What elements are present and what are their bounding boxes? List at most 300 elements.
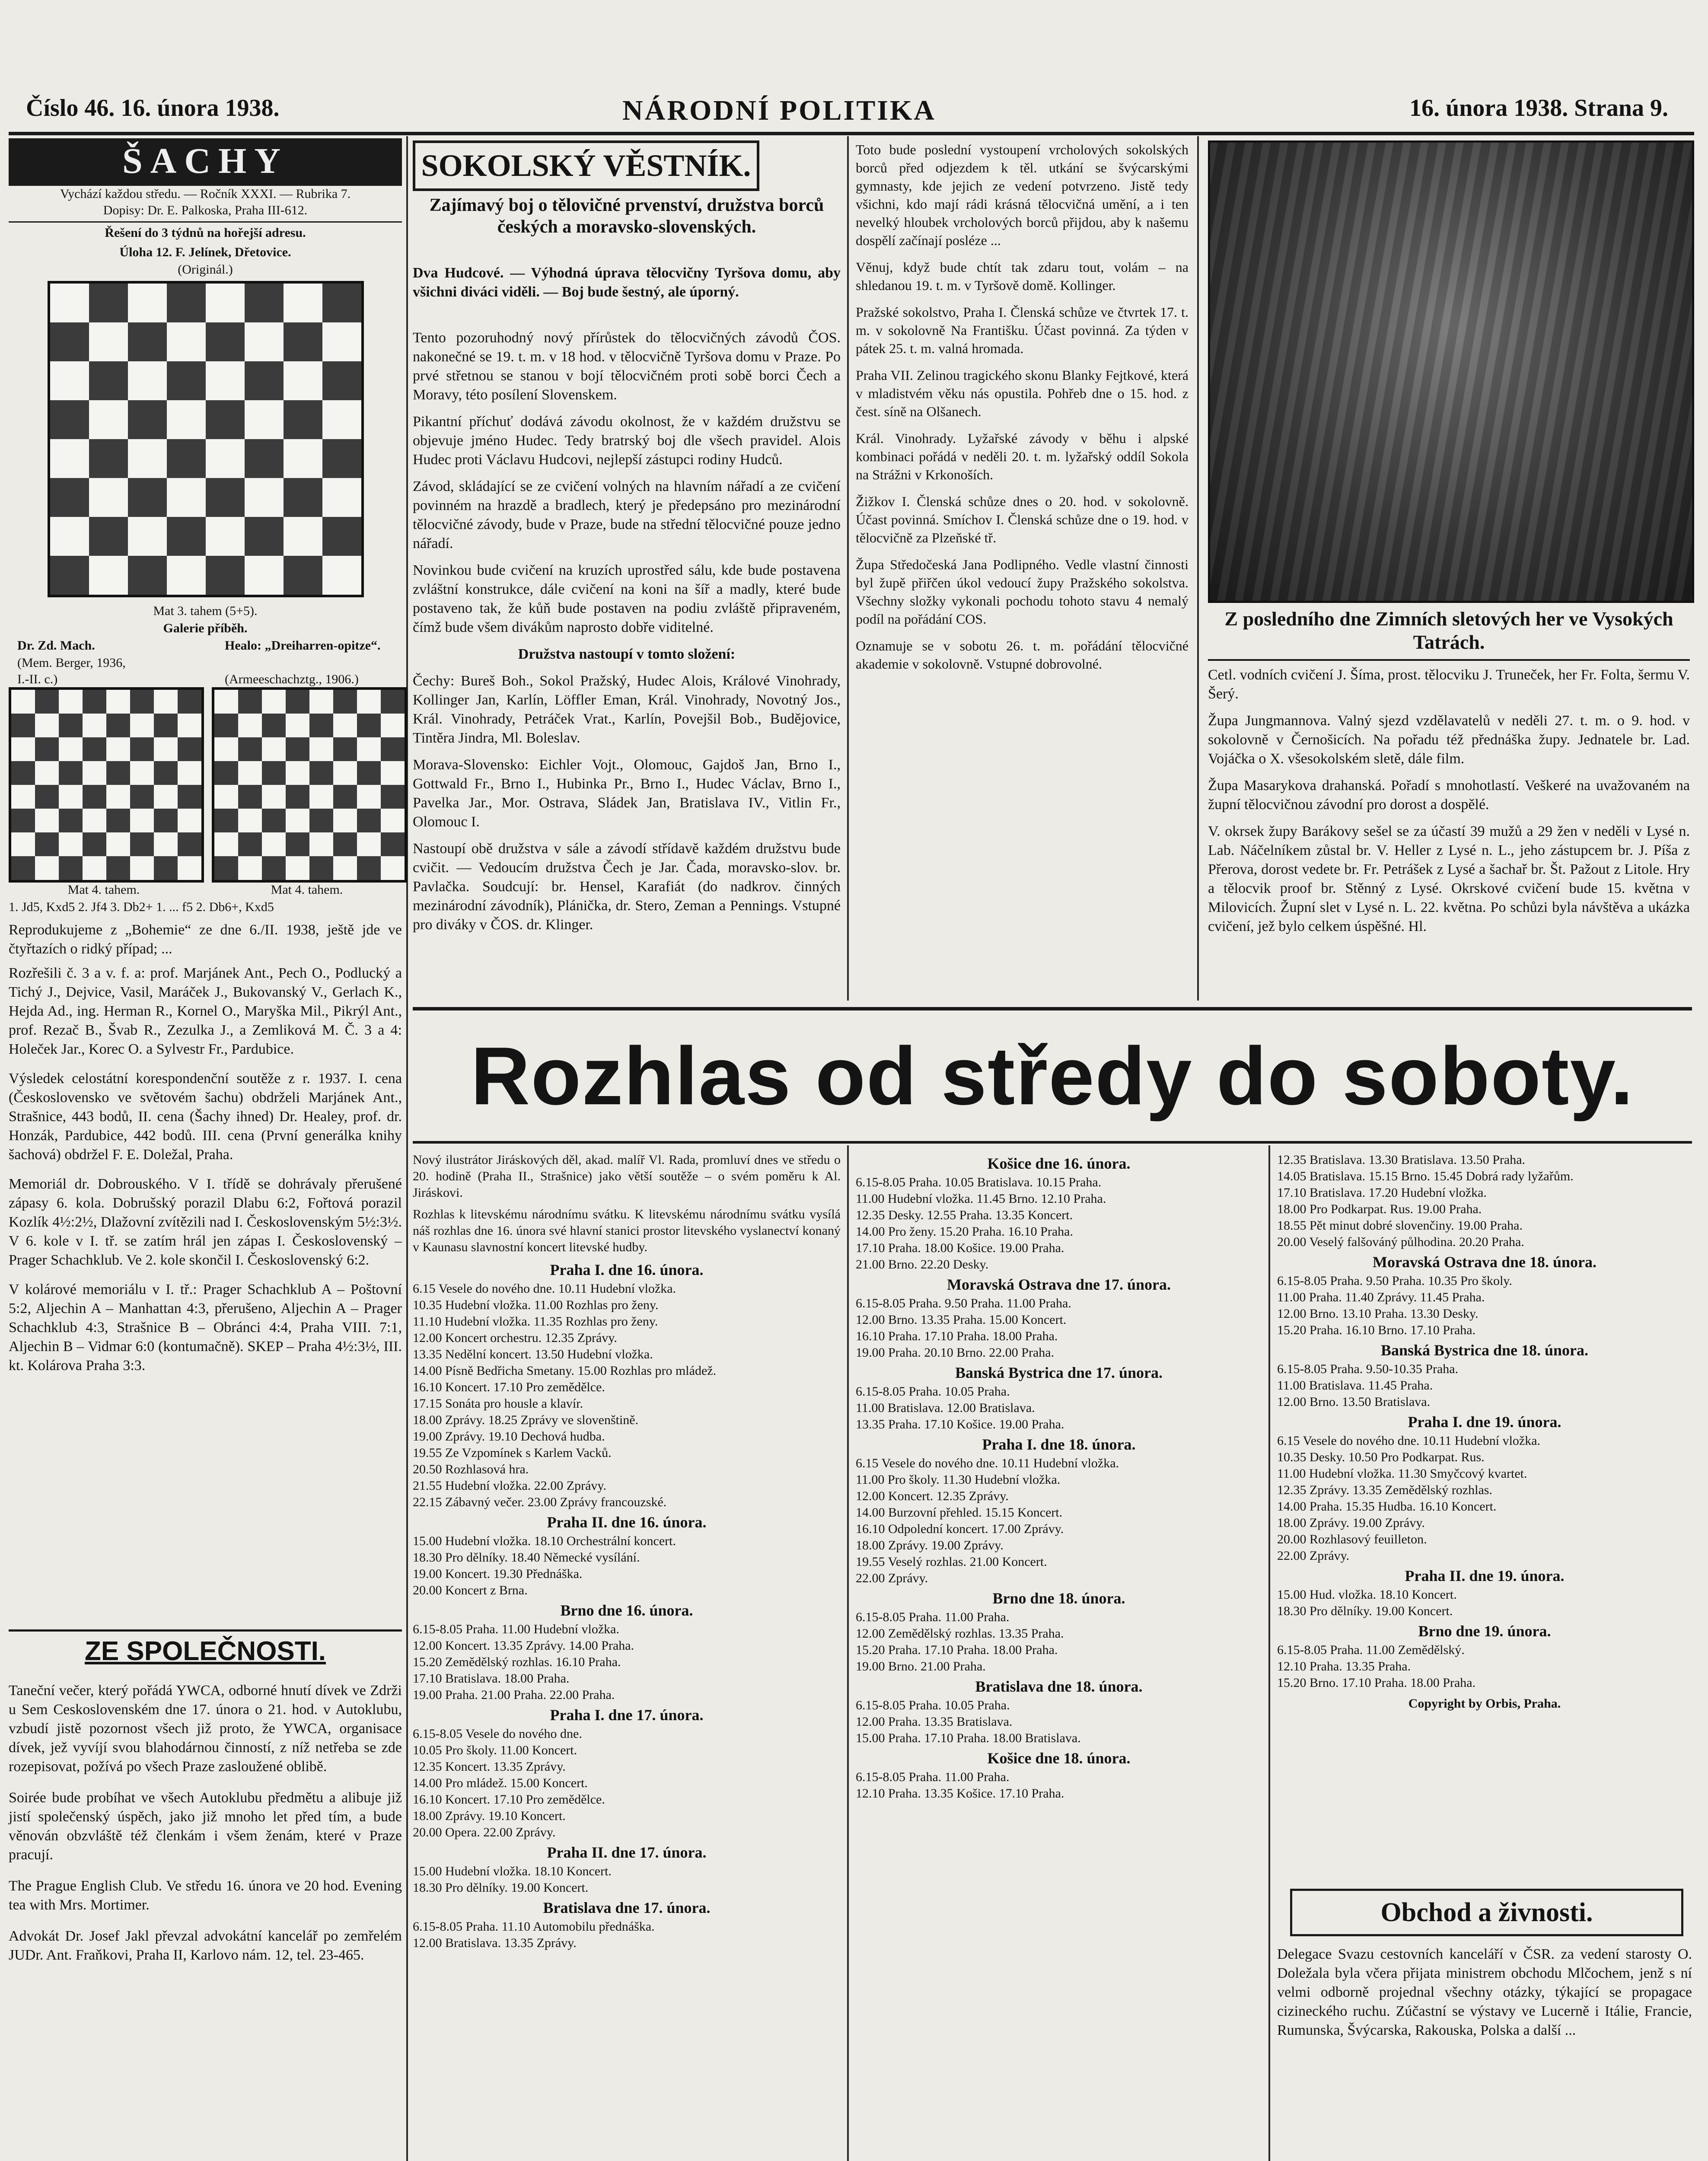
chess-square (50, 361, 89, 400)
chess-square (333, 714, 357, 737)
chess-square (83, 714, 106, 737)
radio-program-item: 6.15-8.05 Praha. 11.00 Praha. (856, 1610, 1010, 1624)
sokol-headline: Zajímavý boj o tělovičné prvenství, družstva borců českých a moravsko-slovenských. (429, 195, 824, 237)
column-divider (1197, 136, 1199, 1001)
chess-square (89, 517, 128, 556)
chess-square (333, 832, 357, 856)
sokol-col2-paragraph: Praha VII. Zelinou tragického skonu Blanky Fejtkové, která v mladistvém věku nás opustila. Pohřeb dne o 15. hod. z čest. síně na Olšanech. (856, 367, 1189, 419)
radio-day-title: Bratislava dne 18. února. (975, 1678, 1143, 1695)
chess-square (130, 690, 154, 714)
radio-program-item: 19.00 Praha. 20.10 Brno. 22.00 Praha. (856, 1345, 1055, 1360)
society-paragraph: Taneční večer, který pořádá YWCA, odborné hnutí dívek ve Zdrži u Sem Ceskoslovenském dne 17. února o 21. hod. v Autoklubu, vzbudí jistě pozornost všech již proto, že YWCA, organisace dívek, jež vyvíjí svou blahodárnou činností, z níž netřeba se zde rozepisovat, požívá po všech Praze zasloužené oblibě. (9, 1683, 402, 1775)
gallery-title: Galerie příběh. (163, 621, 248, 635)
chess-square (284, 400, 322, 439)
chess-square (286, 737, 309, 761)
radio-program-item: 14.00 Pro ženy. 15.20 Praha. 16.10 Praha. (856, 1224, 1073, 1239)
radio-program-item: 10.35 Desky. 10.50 Pro Podkarpat. Rus. (1277, 1450, 1485, 1464)
chess-square (206, 556, 245, 595)
chess-square (106, 785, 130, 809)
sokol-paragraph: Družstva nastoupí v tomto složení: (518, 646, 736, 662)
chess-square (128, 556, 167, 595)
radio-program-item: 16.10 Koncert. 17.10 Pro zemědělce. (413, 1792, 605, 1807)
chess-square (83, 761, 106, 785)
radio-program-item: 11.00 Bratislava. 11.45 Praha. (1277, 1378, 1433, 1393)
society-section-title: ZE SPOLEČNOSTI. (84, 1636, 326, 1666)
radio-day-title: Praha I. dne 19. února. (1408, 1413, 1561, 1431)
chess-square (106, 761, 130, 785)
radio-program-item: 6.15 Vesele do nového dne. 10.11 Hudební vložka. (856, 1456, 1119, 1470)
chess-square (35, 856, 59, 880)
chess-square (154, 809, 178, 832)
chess-square (357, 785, 381, 809)
radio-program-item: 18.30 Pro dělníky. 19.00 Koncert. (1277, 1604, 1453, 1618)
radio-program-item: 11.00 Praha. 11.40 Zprávy. 11.45 Praha. (1277, 1290, 1485, 1304)
chess-square (245, 439, 284, 478)
radio-program-item: 11.00 Hudební vložka. 11.45 Brno. 12.10 Praha. (856, 1192, 1106, 1206)
chess-square (11, 690, 35, 714)
chess-square (238, 737, 262, 761)
radio-program-item: 22.00 Zprávy. (856, 1571, 928, 1585)
chess-square (130, 785, 154, 809)
chess-square (214, 785, 238, 809)
chess-square (245, 517, 284, 556)
radio-program-item: 17.15 Sonáta pro housle a klavír. (413, 1396, 583, 1411)
problem1-original: (Originál.) (178, 262, 233, 277)
chess-square (89, 439, 128, 478)
chess-square (309, 690, 333, 714)
chess-square (35, 714, 59, 737)
radio-program-item: 12.00 Brno. 13.35 Praha. 15.00 Koncert. (856, 1313, 1067, 1327)
radio-program-item: 19.00 Praha. 21.00 Praha. 22.00 Praha. (413, 1688, 615, 1702)
chess-square (262, 737, 286, 761)
chess-square (59, 832, 83, 856)
radio-program-item: 16.10 Odpolední koncert. 17.00 Zprávy. (856, 1522, 1064, 1536)
radio-program-item: 12.10 Praha. 13.35 Košice. 17.10 Praha. (856, 1786, 1064, 1801)
chess-square (245, 556, 284, 595)
society-paragraph: The Prague English Club. Ve středu 16. února ve 20 hod. Evening tea with Mrs. Mortimer. (9, 1878, 402, 1913)
radio-column-1 (413, 1152, 841, 1951)
radio-program-item: 19.55 Ze Vzpomínek s Karlem Vacků. (413, 1446, 612, 1460)
radio-program-item: 12.35 Koncert. 13.35 Zprávy. (413, 1759, 566, 1774)
radio-program-item: 6.15-8.05 Praha. 11.00 Hudební vložka. (413, 1622, 619, 1636)
chess-square (89, 361, 128, 400)
chess-square (106, 832, 130, 856)
chess-square (206, 322, 245, 361)
chess-square (167, 284, 206, 322)
radio-program-item: 14.00 Písně Bedřicha Smetany. 15.00 Rozhlas pro mládež. (413, 1364, 717, 1378)
chess-square (286, 714, 309, 737)
chess-square (262, 809, 286, 832)
chess-square (286, 809, 309, 832)
sokol-col2-paragraph: Župa Středočeská Jana Podlipného. Vedle vlastní činnosti byl župě přiřčen úkol vedoucí župy Pražského sokolstva. Všechny složky vykonali pochodu tohoto stavu 4 nemalý podíl na pořádání COS. (856, 557, 1189, 627)
right-paragraph: Cetl. vodních cvičení J. Šíma, prost. tělocviku J. Truneček, her Fr. Folta, šermu V. Šerý. (1208, 667, 1690, 702)
rule (9, 221, 402, 223)
radio-day-title: Praha II. dne 17. února. (547, 1844, 707, 1861)
right-paragraph: V. okrsek župy Barákovy sešel se za účastí 39 mužů a 29 žen v neděli v Lysé n. Lab. Náčelníkem zůstal br. V. Heller z Lysé n. L., jeho zástupcem br. J. Píša z Přerova, dorost vedete br. Fr. Petrášek z Lysé a šachař br. Št. Pažout z Litole. Hry a tělocvik proof br. Stěnný z Lysé. Okrskové cvičení bude 15. května v Milovicích. Župní slet v Lysé n. L. 22. května. Po schůzi byla návštěva a ukázka cvičení, jež bylo celkem úspěšné. Hl. (1208, 823, 1690, 934)
right-column-body (1208, 666, 1690, 936)
chess-square (50, 556, 89, 595)
chess-square (106, 714, 130, 737)
chess-square (106, 856, 130, 880)
chess-square (128, 400, 167, 439)
chess-square (35, 690, 59, 714)
chess-square (50, 400, 89, 439)
radio-column-2 (856, 1152, 1262, 1802)
radio-intro: Rozhlas k litevskému národnímu svátku. K litevskému národnímu svátku vysílá náš rozhlas dne 16. února své hlavní stanici prostor litevského vyslanectví konaný v Kaunasu slavnostní koncert litevské hudby. (413, 1207, 841, 1254)
radio-day-title: Banská Bystrica dne 18. února. (1380, 1342, 1589, 1359)
radio-program-item: 13.35 Praha. 17.10 Košice. 19.00 Praha. (856, 1417, 1064, 1431)
radio-day-title: Bratislava dne 17. února. (543, 1899, 711, 1916)
chess-square (106, 690, 130, 714)
chessboard-problem1 (48, 281, 364, 597)
chess-square (11, 785, 35, 809)
chess-square (284, 478, 322, 517)
radio-program-item: 11.00 Hudební vložka. 11.30 Smyčcový kvartet. (1277, 1466, 1527, 1481)
society-body (9, 1681, 402, 1965)
chess-square (286, 761, 309, 785)
radio-program-item: 22.15 Zábavný večer. 23.00 Zprávy francouzské. (413, 1495, 667, 1509)
chess-square (83, 856, 106, 880)
chess-square (309, 761, 333, 785)
chess-square (128, 361, 167, 400)
radio-intro: Nový ilustrátor Jiráskových děl, akad. malíř Vl. Rada, promluví dnes ve středu o 20. hodině (Praha II., Strašnice) jako větší soutěže – o svém poměru k Al. Jiráskovi. (413, 1153, 841, 1200)
page-date: 16. února 1938. Strana 9. (1409, 95, 1668, 121)
chess-square (167, 361, 206, 400)
chess-square (35, 832, 59, 856)
chess-square (381, 737, 405, 761)
radio-program-item: 12.10 Praha. 13.35 Praha. (1277, 1659, 1411, 1673)
chess-square (50, 478, 89, 517)
chess-square (333, 761, 357, 785)
radio-program-item: 6.15-8.05 Praha. 10.05 Praha. (856, 1384, 1010, 1399)
rule (413, 1141, 1692, 1144)
radio-column-3 (1277, 1152, 1692, 1712)
radio-program-item: 12.00 Praha. 13.35 Bratislava. (856, 1715, 1013, 1729)
chess-square (59, 737, 83, 761)
radio-program-item: 18.00 Zprávy. 19.10 Koncert. (413, 1809, 566, 1823)
chess-square (154, 832, 178, 856)
radio-program-item: 12.00 Bratislava. 13.35 Zprávy. (413, 1936, 577, 1950)
chess-square (322, 361, 361, 400)
chess-paragraph: V kolárové memoriálu v I. tř.: Prager Schachklub A – Poštovní 5:2, Aljechin A – Manhattan 4:3, přerušeno, Aljechin A – Prager Schachklub 4:3, Strašnice B – Obránci 4:4, Praha VIII. 7:1, Aljechin B – Vidmar 6:0 (kontumačně). SKEP – Praha 4½:3½, III. kt. Kolárova Praha 3:3. (9, 1281, 402, 1374)
chess-square (286, 690, 309, 714)
chess-square (128, 284, 167, 322)
chess-square (167, 556, 206, 595)
chess-section-title: ŠACHY (9, 138, 402, 186)
chess-square (284, 556, 322, 595)
chess-square (262, 714, 286, 737)
chess-square (309, 714, 333, 737)
chess-square (245, 361, 284, 400)
chess-square (130, 714, 154, 737)
chess-square (214, 809, 238, 832)
radio-program-item: 6.15-8.05 Praha. 9.50 Praha. 11.00 Praha. (856, 1296, 1071, 1310)
radio-copyright: Copyright by Orbis, Praha. (1408, 1696, 1561, 1711)
radio-program-item: 16.10 Praha. 17.10 Praha. 18.00 Praha. (856, 1329, 1058, 1343)
chess-square (309, 832, 333, 856)
chess-square (381, 690, 405, 714)
sokol-col2 (856, 140, 1189, 673)
problem2-mate: Mat 4. tahem. (67, 883, 140, 897)
chess-square (206, 478, 245, 517)
radio-program-item: 12.00 Brno. 13.50 Bratislava. (1277, 1395, 1431, 1409)
problem3-mate: Mat 4. tahem. (271, 883, 343, 897)
radio-headline: Rozhlas od středy do soboty. (471, 1030, 1634, 1122)
trade-paragraph: Delegace Svazu cestovních kanceláří v ČSR. za vedení starosty O. Doležala byla včera přijata ministrem obchodu Mlčochem, jenž s ní velmi odborně projednal všechny otázky, týkající se propagace cizineckého ruchu. Zúčastní se výstavy ve Lucerně i Itálie, Francie, Rumunska, Švýcarska, Rakouska, Polska a další ... (1277, 1946, 1692, 2038)
chess-square (11, 809, 35, 832)
chess-square (89, 478, 128, 517)
chess-square (106, 809, 130, 832)
radio-program-item: 6.15-8.05 Praha. 11.00 Zemědělský. (1277, 1643, 1465, 1657)
chess-square (83, 809, 106, 832)
radio-program-item: 6.15-8.05 Praha. 11.10 Automobilu přednáška. (413, 1919, 655, 1934)
chess-square (154, 690, 178, 714)
radio-program-item: 12.35 Bratislava. 13.30 Bratislava. 13.50 Praha. (1277, 1153, 1526, 1167)
radio-day-title: Brno dne 16. února. (560, 1602, 693, 1619)
radio-day-title: Praha I. dne 17. února. (550, 1706, 704, 1724)
chess-square (89, 322, 128, 361)
chess-square (322, 439, 361, 478)
radio-program-item: 18.30 Pro dělníky. 18.40 Německé vysílání. (413, 1550, 640, 1565)
chess-square (154, 737, 178, 761)
chess-square (154, 761, 178, 785)
chess-square (11, 856, 35, 880)
chess-square (333, 737, 357, 761)
chess-square (128, 439, 167, 478)
radio-program-item: 15.00 Hudební vložka. 18.10 Orchestrální koncert. (413, 1534, 676, 1548)
chess-square (178, 809, 201, 832)
chess-body (9, 964, 402, 1375)
sokol-paragraph: Morava-Slovensko: Eichler Vojt., Olomouc, Gajdoš Jan, Brno I., Gottwald Fr., Brno I., Hubinka Pr., Brno I., Hudec Václav, Brno I., Pavelka Jar., Mor. Ostrava, Sládek Jan, Bratislava IV., Vitlin Fr., Olomouc I. (413, 757, 841, 830)
chess-square (214, 761, 238, 785)
chess-square (59, 785, 83, 809)
radio-day-title: Praha I. dne 18. února. (982, 1436, 1136, 1453)
radio-program-item: 6.15 Vesele do nového dne. 10.11 Hudební vložka. (1277, 1434, 1541, 1448)
rule (413, 1007, 1692, 1010)
radio-program-item: 10.05 Pro školy. 11.00 Koncert. (413, 1743, 577, 1757)
chess-square (83, 785, 106, 809)
radio-day-title: Moravská Ostrava dne 18. února. (1372, 1253, 1596, 1271)
radio-program-item: 18.00 Zprávy. 18.25 Zprávy ve slovenštině. (413, 1413, 639, 1427)
chess-square (128, 478, 167, 517)
radio-program-item: 12.00 Brno. 13.10 Praha. 13.30 Desky. (1277, 1307, 1479, 1321)
chess-square (238, 856, 262, 880)
chess-square (128, 322, 167, 361)
chess-square (357, 832, 381, 856)
sokol-col2-paragraph: Oznamuje se v sobotu 26. t. m. pořádání tělocvičné akademie v sokolovně. Vstupné dobrovolné. (856, 638, 1189, 672)
problem2-source: (Mem. Berger, 1936, (17, 656, 126, 670)
radio-program-item: 12.00 Koncert. 12.35 Zprávy. (856, 1489, 1009, 1503)
chess-square (128, 517, 167, 556)
chess-square (50, 517, 89, 556)
radio-day-title: Brno dne 18. února. (992, 1590, 1125, 1607)
chess-square (35, 785, 59, 809)
radio-program-item: 12.00 Zemědělský rozhlas. 13.35 Praha. (856, 1626, 1064, 1641)
rule (1208, 659, 1690, 661)
solutions-line: 1. Jd5, Kxd5 2. Jf4 3. Db2+ 1. ... f5 2. Db6+, Kxd5 (9, 900, 274, 914)
problem2-author: Dr. Zd. Mach. (17, 638, 95, 653)
sokol-col2-paragraph: Toto bude poslední vystoupení vrcholových sokolských borců před odjezdem k těl. utkání se švýcarskými gymnasty, kde jejich ze vedení potvrzeno. Jistě tedy všichni, kdo mají rádi krásná tělocvičná umění, a i ten nevelký hloubek vrcholových borců přijdou, aby k našemu dospělí začínají posléze ... (856, 142, 1189, 248)
radio-program-item: 12.00 Koncert. 13.35 Zprávy. 14.00 Praha. (413, 1638, 634, 1653)
chess-square (106, 737, 130, 761)
radio-day-title: Banská Bystrica dne 17. února. (955, 1364, 1163, 1381)
chess-square (50, 284, 89, 322)
chess-square (381, 785, 405, 809)
radio-program-item: 11.00 Bratislava. 12.00 Bratislava. (856, 1401, 1035, 1415)
sokol-lead: Dva Hudcové. — Výhodná úprava tělocvičny Tyršova domu, aby všichni diváci viděli. — Boj bude šestný, ale úporný. (413, 265, 841, 300)
sokol-paragraph: Pikantní příchuť dodává závodu okolnost, že v každém družstvu se objevuje jméno Hudec. Tedy bratrský boj dle všech pravidel. Alois Hudec proti Václavu Hudcovi, nejlepší zástupci rodiny Hudců. (413, 414, 841, 468)
chess-square (206, 439, 245, 478)
chess-square (130, 832, 154, 856)
chess-square (262, 761, 286, 785)
chess-square (238, 785, 262, 809)
radio-program-item: 15.00 Hud. vložka. 18.10 Koncert. (1277, 1587, 1457, 1602)
radio-program-item: 14.05 Bratislava. 15.15 Brno. 15.45 Dobrá rady lyžařům. (1277, 1169, 1574, 1183)
chess-square (50, 439, 89, 478)
chess-square (357, 856, 381, 880)
radio-program-item: 20.00 Koncert z Brna. (413, 1583, 528, 1597)
radio-schedule (413, 1262, 841, 1951)
problem3-author: Healo: „Dreiharren-opitze“. (225, 638, 381, 653)
radio-program-item: 15.20 Zemědělský rozhlas. 16.10 Praha. (413, 1655, 621, 1669)
chess-square (238, 832, 262, 856)
sokol-paragraph: Novinkou bude cvičení na kruzích uprostřed sálu, kde bude postavena zvláštní konstrukce, dále cvičení na koni na šíř a madly, které bude postaveno tak, že kůň bude postaven na podiu zvláště připraveném, čímž bude všem divákům naprosto dobře viditelné. (413, 562, 841, 635)
chess-square (35, 809, 59, 832)
radio-program-item: 20.50 Rozhlasová hra. (413, 1462, 529, 1476)
radio-program-item: 6.15-8.05 Praha. 10.05 Bratislava. 10.15 Praha. (856, 1175, 1102, 1189)
photo-caption: Z posledního dne Zimních sletových her ve Vysokých Tatrách. (1224, 608, 1673, 653)
sokol-body (413, 328, 841, 934)
radio-day-title: Košice dne 18. února. (987, 1750, 1131, 1767)
chess-square (284, 322, 322, 361)
radio-day-title: Praha I. dne 16. února. (550, 1261, 704, 1278)
chess-square (178, 690, 201, 714)
chess-square (309, 809, 333, 832)
chess-square (130, 761, 154, 785)
radio-program-item: 6.15-8.05 Praha. 9.50 Praha. 10.35 Pro školy. (1277, 1274, 1512, 1288)
chess-square (286, 832, 309, 856)
radio-program-item: 17.10 Bratislava. 17.20 Hudební vložka. (1277, 1186, 1487, 1200)
chess-square (214, 737, 238, 761)
radio-program-item: 6.15-8.05 Vesele do nového dne. (413, 1727, 582, 1741)
sokol-paragraph: Závod, skládající se ze cvičení volných na hlavním nářadí a ze cvičení povinném na hrazdě a bradlech, který je předepsáno pro mezinárodní tělocvičné závody, bude v Praze, bude na střední tělocvičné pouze jedno nářadí. (413, 478, 841, 551)
chess-square (59, 761, 83, 785)
radio-day-title: Brno dne 19. února. (1418, 1622, 1551, 1640)
radio-day-title: Praha II. dne 19. února. (1405, 1567, 1565, 1584)
column-divider (847, 1145, 849, 2161)
radio-program-item: 16.10 Koncert. 17.10 Pro zemědělce. (413, 1380, 605, 1394)
chess-square (238, 690, 262, 714)
chess-square (381, 761, 405, 785)
chess-square (284, 361, 322, 400)
radio-program-item: 6.15-8.05 Praha. 9.50-10.35 Praha. (1277, 1362, 1459, 1376)
chess-square (357, 690, 381, 714)
chess-square (284, 284, 322, 322)
radio-program-item: 14.00 Praha. 15.35 Hudba. 16.10 Koncert. (1277, 1499, 1497, 1514)
radio-program-item: 15.20 Brno. 17.10 Praha. 18.00 Praha. (1277, 1676, 1476, 1690)
sokol-col2-paragraph: Žižkov I. Členská schůze dnes o 20. hod. v sokolovně. Účast povinná. Smíchov I. Členská schůze dne o 19. hod. v tělocvičně za Plzeňské tř. (856, 494, 1189, 545)
chess-square (130, 737, 154, 761)
chess-square (214, 856, 238, 880)
chess-square (154, 785, 178, 809)
chess-square (262, 785, 286, 809)
chess-square (322, 478, 361, 517)
radio-program-item: 15.20 Praha. 17.10 Praha. 18.00 Praha. (856, 1643, 1058, 1657)
chess-square (35, 761, 59, 785)
column-divider (406, 136, 408, 2161)
chess-square (245, 322, 284, 361)
rule (9, 1629, 402, 1632)
chess-square (11, 832, 35, 856)
newspaper-title: NÁRODNÍ POLITIKA (622, 95, 936, 126)
radio-program-item: 19.55 Veselý rozhlas. 21.00 Koncert. (856, 1555, 1047, 1569)
radio-day-title: Praha II. dne 16. února. (547, 1514, 707, 1531)
chess-square (357, 809, 381, 832)
chess-square (357, 737, 381, 761)
chess-paragraph: Memoriál dr. Dobrouského. V I. třídě se dohrávaly přerušené zápasy 6. kola. Dobrušský porazil Dlabu 6:2, Fořtová porazil Kozlík 4½:2½, Dlažovní zvítězili nad I. Československým 5½:3½. V 6. kole v I. tř. se zatím hrál jen zápas I. Československý – Prager Schachklub. Ve 2. kole skončil I. Československý 6:2. (9, 1176, 402, 1268)
radio-program-item: 22.00 Zprávy. (1277, 1549, 1350, 1563)
chess-square (309, 785, 333, 809)
sokol-col2-paragraph: Král. Vinohrady. Lyžařské závody v běhu i alpské kombinaci pořádá v neděli 20. t. m. lyžařský oddíl Sokola na Strážni v Krkonoších. (856, 430, 1189, 482)
radio-program-item: 12.35 Zprávy. 13.35 Zemědělský rozhlas. (1277, 1483, 1492, 1497)
chess-square (322, 400, 361, 439)
chess-square (83, 690, 106, 714)
chess-square (206, 400, 245, 439)
chess-square (322, 517, 361, 556)
radio-program-item: 19.00 Koncert. 19.30 Přednáška. (413, 1567, 583, 1581)
sokol-col2-paragraph: Věnuj, když bude chtít tak zdaru tout, volám – na shledanou 19. t. m. v Tyršově domě. Kollinger. (856, 259, 1189, 293)
sokol-section-title: SOKOLSKÝ VĚSTNÍK. (413, 140, 759, 191)
problem2-rank: I.-II. c.) (17, 672, 58, 686)
chess-square (262, 690, 286, 714)
radio-program-item: 15.20 Praha. 16.10 Brno. 17.10 Praha. (1277, 1323, 1476, 1337)
chess-square (154, 714, 178, 737)
chess-square (59, 809, 83, 832)
problem1-mate: Mat 3. tahem (5+5). (153, 604, 258, 618)
radio-day-title: Moravská Ostrava dne 17. února. (946, 1276, 1171, 1293)
column-divider (1268, 1145, 1270, 2161)
chess-square (284, 439, 322, 478)
chess-square (167, 478, 206, 517)
chess-paragraph: Výsledek celostátní korespondenční soutěže z r. 1937. I. cena (Československo ve světovém šachu) obdrželi Marjánek Ant., Strašnice, 443 bodů, II. cena (Šachy ihned) Dr. Healey, prof. dr. Honzák, Pardubice, 442 bodů. III. cena (První generálka knihy šachová) obdržel F. E. Doležal, Praha. (9, 1071, 402, 1163)
society-paragraph: Soirée bude probíhat ve všech Autoklubu předmětu a alibuje již jistí společenský úspěch, jako již mnoho let před tím, a bude věnován obzvláště též členkám i všem ženám, které v Praze pracují. (9, 1790, 402, 1863)
radio-program-item: 18.00 Pro Podkarpat. Rus. 19.00 Praha. (1277, 1202, 1482, 1216)
chess-square (286, 785, 309, 809)
chess-square (309, 737, 333, 761)
column-divider (847, 136, 849, 1001)
chess-square (245, 478, 284, 517)
chess-square (11, 761, 35, 785)
radio-program-item: 12.00 Koncert orchestru. 12.35 Zprávy. (413, 1331, 617, 1345)
chess-square (178, 856, 201, 880)
chess-square (381, 856, 405, 880)
radio-program-item: 11.00 Pro školy. 11.30 Hudební vložka. (856, 1473, 1061, 1487)
chess-square (178, 832, 201, 856)
chess-square (206, 284, 245, 322)
chess-square (59, 690, 83, 714)
radio-program-item: 19.00 Zprávy. 19.10 Dechová hudba. (413, 1429, 605, 1444)
right-paragraph: Župa Jungmannova. Valný sjezd vzdělavatelů v neděli 27. t. m. o 9. hod. v sokolovně v Černošicích. Na pořadu též přednáška župy. Jednatele br. Lad. Vojáčka o X. všesokolském sletě, dále film. (1208, 713, 1690, 767)
chess-square (333, 785, 357, 809)
sokol-paragraph: Čechy: Bureš Boh., Sokol Pražský, Hudec Alois, Králové Vinohrady, Kollinger Jan, Karlín, Löffler Eman, Král. Vinohrady, Novotný Jos., Král. Vinohrady, Petráček Vrat., Karlín, Povejšil Bob., Budějovice, Tintěra Jindra, Ml. Boleslav. (413, 673, 841, 746)
masthead (26, 86, 1668, 138)
sokol-paragraph: Nastoupí obě družstva v sále a závodí střídavě každém družstvu bude cvičit. — Vedoucím družstva Čech je Jar. Čada, moravsko-slov. br. Pavlačka. Soudcují: br. Hensel, Karafiát (do nadkrov. činných mezinárodní závodník), Plánička, dr. Stero, Zeman a Pennings. Vstupné pro diváky v ČOS. dr. Klinger. (413, 841, 841, 933)
chess-square (357, 714, 381, 737)
tatra-photo (1208, 140, 1694, 603)
chess-square (245, 400, 284, 439)
chess-square (381, 832, 405, 856)
radio-program-item: 14.00 Burzovní přehled. 15.15 Koncert. (856, 1505, 1063, 1520)
